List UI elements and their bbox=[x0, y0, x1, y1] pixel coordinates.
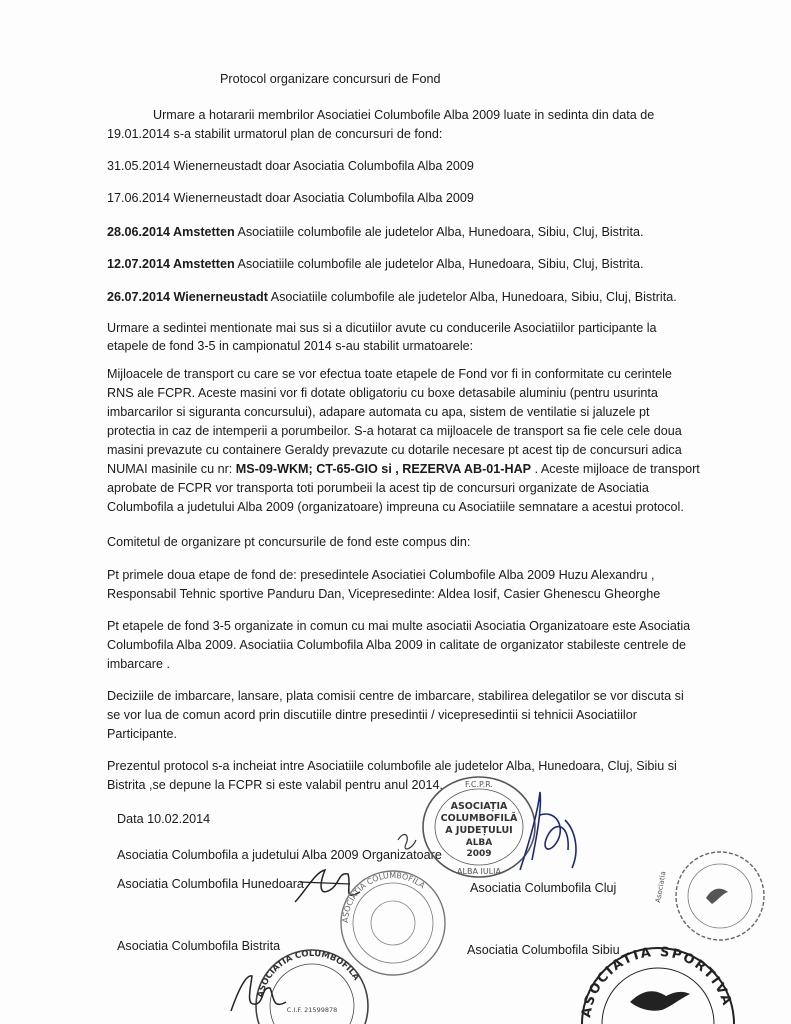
schedule-item: 26.07.2014 Wienerneustadt Asociatiile columbofile ale judetelor Alba, Hunedoara, Sibiu, Cluj, Bistrita. bbox=[107, 290, 677, 304]
decisions-line: Deciziile de imbarcare, lansare, plata comisii centre de imbarcare, stabilirea delegatilor se vor discuta si bbox=[107, 689, 684, 703]
signatory-bistrita: Asociatia Columbofila Bistrita bbox=[117, 939, 281, 953]
bistrita-signature bbox=[226, 966, 296, 1021]
first-stages-line: Responsabil Tehnic sportive Panduru Dan, Vicepresedinte: Aldea Iosif, Casier Ghenescu Gheorghe bbox=[107, 587, 661, 601]
signatory-cluj: Asociatia Columbofila Cluj bbox=[470, 881, 617, 895]
svg-text:F.C.P.R.: F.C.P.R. bbox=[465, 780, 493, 789]
cluj-association-stamp bbox=[640, 848, 791, 948]
svg-text:Asociatia: Asociatia bbox=[654, 870, 668, 904]
transport-line: protectia in caz de intemperii a porumbeilor. S-a hotarat ca mijloacele de transport sa fie cele cele doua bbox=[107, 424, 682, 438]
decisions-line: Participante. bbox=[107, 727, 178, 741]
transport-line: aprobate de FCPR vor transporta toti porumbeii la acest tip de concursuri organizate de Asociatia bbox=[107, 481, 649, 495]
stages-3-5-line: Columbofila Alba 2009. Asociatiia Columbofila Alba 2009 in calitate de organizator stabileste centrele de bbox=[107, 638, 686, 652]
svg-text:2009: 2009 bbox=[466, 849, 492, 859]
decisions-line: se vor lua de comun acord prin discutiile dintre presedintii / vicepresedintii si tehnicii Asociatiilor bbox=[107, 708, 637, 722]
transport-line: Columbofila a judetului Alba 2009 (organizatoare) impreuna cu Asociatiile semnatare a acestui protocol. bbox=[107, 500, 684, 514]
svg-text:ALBA IULIA: ALBA IULIA bbox=[457, 867, 501, 876]
transport-line: masini prevazute cu containere Geraldy prevazute cu dotarile necesare pt acest tip de concursuri adica bbox=[107, 443, 682, 457]
closing-line: Prezentul protocol s-a incheiat intre Asociatiile columbofile ale judetelor Alba, Hunedoara, Cluj, Sibiu si bbox=[107, 759, 677, 773]
schedule-item: 12.07.2014 Amstetten Asociatiile columbofile ale judetelor Alba, Hunedoara, Sibiu, Cluj, Bistrita. bbox=[107, 257, 644, 271]
schedule-item: 28.06.2014 Amstetten Asociatiile columbofile ale judetelor Alba, Hunedoara, Sibiu, Cluj, Bistrita. bbox=[107, 225, 644, 239]
intro-line-2: 19.01.2014 s-a stabilit urmatorul plan de concursuri de fond: bbox=[107, 127, 443, 141]
transport-line: Mijloacele de transport cu care se vor efectua toate etapele de Fond vor fi in conformitate cu cerintele bbox=[107, 367, 672, 381]
first-stages-line: Pt primele doua etape de fond de: presedintele Asociatiei Columbofile Alba 2009 Huzu Alexandru , bbox=[107, 568, 655, 582]
svg-text:ASOCIATIA COLUMBOFILA: ASOCIATIA COLUMBOFILA bbox=[340, 870, 427, 924]
svg-text:COLUMBOFILĂ: COLUMBOFILĂ bbox=[440, 813, 518, 824]
transport-line: imbarcarilor si siguranta concursului), adapare automata cu apa, sistem de ventilatie si jaluzele pt bbox=[107, 405, 650, 419]
stages-3-5-line: Pt etapele de fond 3-5 organizate in comun cu mai multe asociatii Asociatia Organizatoare este Asociatia bbox=[107, 619, 691, 633]
svg-text:ALBA: ALBA bbox=[465, 838, 493, 848]
stages-line-2: etapele de fond 3-5 in campionatul 2014 s-au stabilit urmatoarele: bbox=[107, 339, 474, 353]
stages-line-1: Urmare a sedintei mentionate mai sus si a dicutiilor avute cu conducerile Asociatiilor participante la bbox=[107, 321, 657, 335]
document-date: Data 10.02.2014 bbox=[117, 812, 211, 826]
signatory-hunedoara: Asociatia Columbofila Hunedoara bbox=[117, 877, 304, 891]
closing-line: Bistrita ,se depune la FCPR si este valabil pentru anul 2014. bbox=[107, 778, 444, 792]
intro-line-1: Urmare a hotararii membrilor Asociatiei Columbofile Alba 2009 luate in sedinta din data de bbox=[153, 108, 655, 122]
signatory-sibiu: Asociatia Columbofila Sibiu bbox=[467, 943, 620, 957]
svg-text:C.I.F. 21599878: C.I.F. 21599878 bbox=[286, 1006, 338, 1014]
signatory-alba: Asociatia Columbofila a judetului Alba 2009 Organizatoare bbox=[117, 848, 442, 862]
svg-text:A JUDEȚULUI: A JUDEȚULUI bbox=[445, 825, 513, 836]
document-title: Protocol organizare concursuri de Fond bbox=[220, 72, 441, 86]
alba-signature bbox=[390, 780, 590, 880]
stages-3-5-line: imbarcare . bbox=[107, 657, 170, 671]
schedule-item: 17.06.2014 Wienerneustadt doar Asociatia Columbofila Alba 2009 bbox=[107, 191, 474, 205]
sibiu-association-stamp bbox=[578, 940, 738, 1024]
transport-line-plates: NUMAI masinile cu nr: MS-09-WKM; CT-65-GIO si , REZERVA AB-01-HAP . Aceste mijloace de transport bbox=[107, 462, 700, 476]
committee-heading: Comitetul de organizare pt concursurile de fond este compus din: bbox=[107, 535, 471, 549]
schedule-item: 31.05.2014 Wienerneustadt doar Asociatia Columbofila Alba 2009 bbox=[107, 159, 474, 173]
vehicle-plates: MS-09-WKM; CT-65-GIO si , REZERVA AB-01-HAP bbox=[235, 462, 532, 476]
transport-line: RNS ale FCPR. Aceste masini vor fi dotate obligatoriu cu boxe detasabile aluminiu (pentru usurinta bbox=[107, 386, 658, 400]
svg-text:ASOCIATIA COLUMBOFILA: ASOCIATIA COLUMBOFILA bbox=[255, 948, 362, 999]
svg-text:ASOCIATIA SPORTIVA: ASOCIATIA SPORTIVA bbox=[579, 944, 735, 1019]
svg-text:ASOCIAȚIA: ASOCIAȚIA bbox=[450, 801, 508, 812]
